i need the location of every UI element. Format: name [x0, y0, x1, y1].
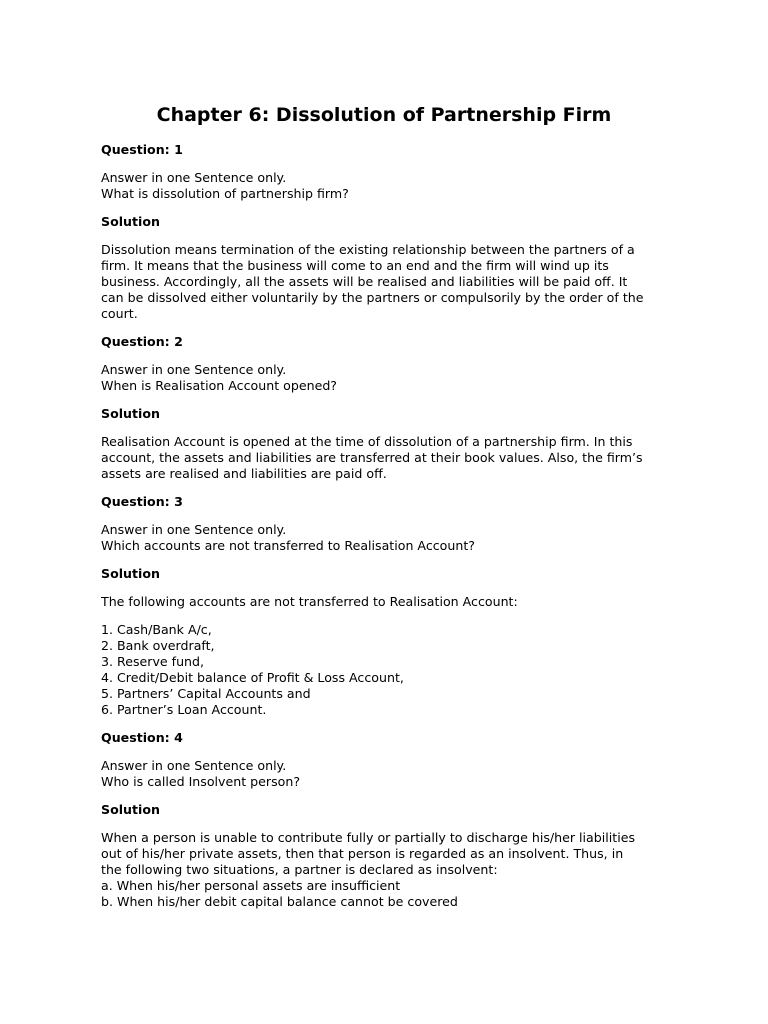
list-item: 5. Partners’ Capital Accounts and: [101, 686, 311, 701]
question-3-prompt: [101, 522, 681, 554]
document-body: [101, 142, 681, 922]
question-1-section: [101, 142, 681, 322]
solution-4-line-4: a. When his/her personal assets are insufficient: [101, 878, 401, 893]
solution-4-line-1: When a person is unable to contribute fully or partially to discharge his/her liabilities: [101, 830, 636, 845]
solution-1-line-5: court.: [101, 306, 138, 321]
solution-4-heading: Solution: [101, 802, 160, 817]
list-item: 1. Cash/Bank A/c,: [101, 622, 212, 637]
question-1-prompt-line-1: Answer in one Sentence only.: [101, 170, 287, 185]
list-item: 4. Credit/Debit balance of Profit & Loss Account,: [101, 670, 404, 685]
question-1-prompt-line-2: What is dissolution of partnership firm?: [101, 186, 349, 201]
question-2-section: [101, 334, 681, 482]
solution-1-heading: Solution: [101, 214, 160, 229]
question-2-prompt-line-1: Answer in one Sentence only.: [101, 362, 287, 377]
solution-3-intro: The following accounts are not transferred to Realisation Account:: [101, 594, 518, 609]
chapter-title: Chapter 6: Dissolution of Partnership Firm: [156, 104, 612, 126]
question-2-prompt: [101, 362, 681, 394]
question-3-section: [101, 494, 681, 718]
solution-4-text: [101, 830, 681, 910]
solution-2-heading: Solution: [101, 406, 160, 421]
question-4-section: [101, 730, 681, 910]
solution-4-line-2: out of his/her private assets, then that person is regarded as an insolvent. Thus, in: [101, 846, 624, 861]
question-3-prompt-line-2: Which accounts are not transferred to Realisation Account?: [101, 538, 475, 553]
question-4-prompt-line-1: Answer in one Sentence only.: [101, 758, 287, 773]
solution-1-line-4: can be dissolved either voluntarily by the partners or compulsorily by the order of the: [101, 290, 644, 305]
solution-4-line-3: the following two situations, a partner is declared as insolvent:: [101, 862, 498, 877]
solution-4-line-5: b. When his/her debit capital balance cannot be covered: [101, 894, 458, 909]
list-item: 3. Reserve fund,: [101, 654, 205, 669]
question-1-heading: Question: 1: [101, 142, 183, 157]
solution-2-line-3: assets are realised and liabilities are paid off.: [101, 466, 387, 481]
solution-2-text: [101, 434, 681, 482]
question-3-prompt-line-1: Answer in one Sentence only.: [101, 522, 287, 537]
question-1-prompt: [101, 170, 681, 202]
solution-3-heading: Solution: [101, 566, 160, 581]
question-4-prompt-line-2: Who is called Insolvent person?: [101, 774, 301, 789]
solution-2-line-2: account, the assets and liabilities are transferred at their book values. Also, the firm’s: [101, 450, 643, 465]
solution-3-list: [101, 622, 681, 718]
solution-1-line-2: firm. It means that the business will come to an end and the firm will wind up its: [101, 258, 609, 273]
question-4-prompt: [101, 758, 681, 790]
solution-2-line-1: Realisation Account is opened at the time of dissolution of a partnership firm. In this: [101, 434, 633, 449]
question-4-heading: Question: 4: [101, 730, 183, 745]
question-2-heading: Question: 2: [101, 334, 183, 349]
list-item: 6. Partner’s Loan Account.: [101, 702, 267, 717]
solution-1-line-3: business. Accordingly, all the assets will be realised and liabilities will be paid off. It: [101, 274, 628, 289]
question-3-heading: Question: 3: [101, 494, 183, 509]
question-2-prompt-line-2: When is Realisation Account opened?: [101, 378, 337, 393]
solution-1-text: [101, 242, 681, 322]
solution-1-line-1: Dissolution means termination of the existing relationship between the partners of a: [101, 242, 635, 257]
list-item: 2. Bank overdraft,: [101, 638, 215, 653]
